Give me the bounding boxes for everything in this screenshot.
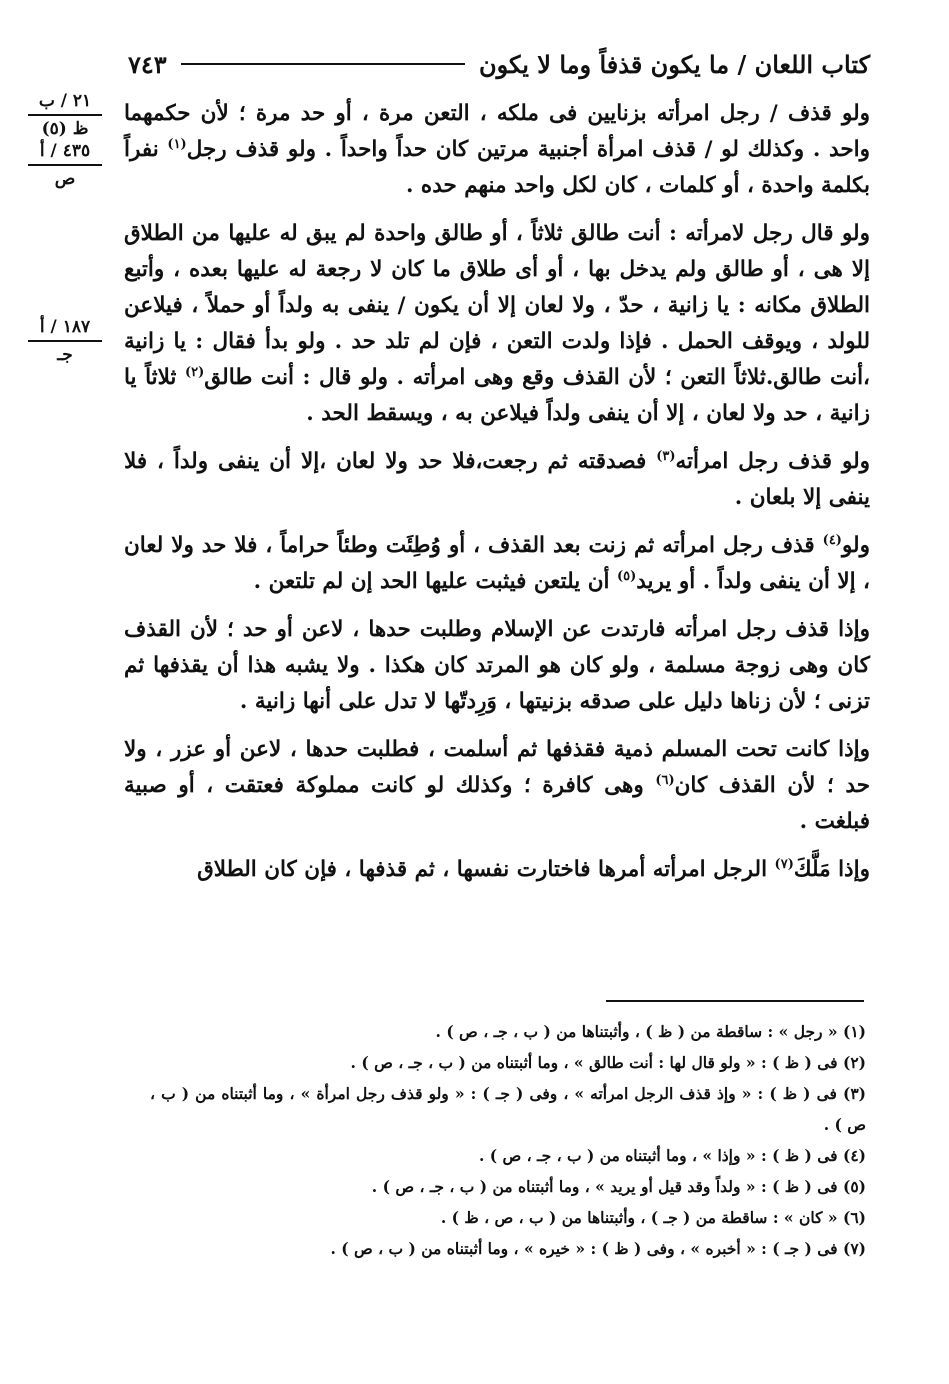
footnote-marker: (٣) bbox=[656, 448, 676, 464]
footnote: (٥) فى ( ظ ) : « ولداً وقد قيل أو يريد » ، وما أثبتناه من ( ب ، جـ ، ص ) . bbox=[371, 1177, 866, 1196]
margin-ref: ٤٣٥ / أ bbox=[39, 141, 91, 161]
footnote-marker: (٥) bbox=[616, 568, 637, 584]
footnote-marker: (٢) bbox=[184, 364, 205, 380]
page-number: ٧٤٣ bbox=[128, 49, 167, 79]
margin-rule bbox=[28, 164, 102, 166]
footnote: (٦) « كان » : ساقطة من ( جـ ) ، وأثبتناها من ( ب ، ص ، ظ ) . bbox=[440, 1208, 866, 1227]
footnote-marker: (٧) bbox=[774, 856, 794, 872]
paragraph: وإذا قذف رجل امرأته فارتدت عن الإسلام وطلبت حدها ، لاعن أو حد ؛ لأن القذف كان وهى زوجة مسلمة ، ولو كان هو المرتد كان هكذا . ولا يشبه هذا أن يقذفها ثم تزنى ؛ لأن زناها دليل على صدقه بزنيتها ، وَرِدتّها لا تدل على أنها زانية . bbox=[124, 617, 870, 714]
paragraph: وإذا كانت تحت المسلم ذمية فقذفها ثم أسلمت ، فطلبت حدها ، لاعن أو عزر ، ولا حد ؛ لأن القذف كان$^{(٦)}$ وهى كافرة ؛ وكذلك لو كانت مملوكة فعتقت ، أو صبية فبلغت . bbox=[124, 737, 870, 834]
header-rule bbox=[181, 63, 465, 65]
paragraph: ولو قذف / رجل امرأته بزنايين فى ملكه ، التعن مرة ، أو حد مرة ؛ لأن حكمهما واحد . وكذلك لو / قذف امرأة أجنبية مرتين كان حداً واحداً . ولو قذف رجل$^{(١)}$ نفراً بكلمة واحدة ، أو كلمات ، كان لكل واحد منهم حده . bbox=[124, 101, 870, 198]
footnote: (٤) فى ( ظ ) : « وإذا » ، وما أثبتناه من ( ب ، جـ ، ص ) . bbox=[479, 1146, 866, 1165]
footnote-marker: (٤) bbox=[822, 532, 842, 548]
margin-ref: ظ (٥) bbox=[41, 119, 89, 139]
margin-ref: ١٨٧ / أ bbox=[39, 317, 91, 337]
running-header bbox=[128, 44, 870, 84]
margin-ref: جـ bbox=[57, 345, 73, 365]
margin-rule bbox=[28, 340, 102, 342]
footnotes bbox=[150, 1016, 866, 1264]
margin-rule bbox=[28, 114, 102, 116]
footnote-marker: (١) bbox=[167, 136, 187, 152]
footnote: (٢) فى ( ظ ) : « ولو قال لها : أنت طالق » ، وما أثبتناه من ( ب ، جـ ، ص ) . bbox=[350, 1053, 866, 1072]
footnote-marker: (٦) bbox=[655, 772, 675, 788]
footnote: (٧) فى ( جـ ) : « أخبره » ، وفى ( ظ ) : « خيره » ، وما أثبتناه من ( ب ، ص ) . bbox=[330, 1239, 866, 1258]
margin-ref: ص bbox=[54, 169, 76, 189]
margin-ref: ٢١ / ب bbox=[38, 91, 92, 111]
paragraph: ولو$^{(٤)}$ قذف رجل امرأته ثم زنت بعد القذف ، أو وُطِئَت وطئاً حراماً ، فلا حد ولا لعان ، إلا أن ينفى ولداً . أو يريد$^{(٥)}$ أن يلتعن فيثبت عليها الحد إن لم تلتعن . bbox=[124, 532, 870, 594]
paragraph: وإذا مَلَّكَ$^{(٧)}$ الرجل امرأته أمرها فاختارت نفسها ، ثم قذفها ، فإن كان الطلاق bbox=[197, 856, 870, 882]
footnote-separator bbox=[606, 1000, 864, 1002]
paragraph: ولو قذف رجل امرأته$^{(٣)}$ فصدقته ثم رجعت،فلا حد ولا لعان ،إلا أن ينفى ولداً ، فلا ينفى إلا بلعان . bbox=[124, 448, 871, 510]
paragraph: ولو قال رجل لامرأته : أنت طالق ثلاثاً ، أو طالق واحدة لم يبق له عليها من الطلاق إلا هى ، أو طالق ولم يدخل بها ، أو أى طلاق ما كان لا رجعة له عليها بعده ، وأتبع الطلاق مكانه : يا زانية ، حدّ ، ولا لعان إلا أن يكون / ينفى به ولداً أو حملاً ، فيلاعن للولد ، ويوقف الحمل . فإذا ولدت التعن ، فإن لم تلد حد . ولو بدأ فقال : يا زانية ،أنت طالق.ثلاثاً التعن ؛ لأن القذف وقع وهى امرأته . ولو قال : أنت طالق$^{(٢)}$ ثلاثاً يا زانية ، حد ولا لعان ، إلا أن ينفى ولداً فيلاعن به ، ويسقط الحد . bbox=[124, 221, 870, 426]
margin-note-manuscript-refs bbox=[22, 90, 108, 190]
chapter-title: كتاب اللعان / ما يكون قذفاً وما لا يكون bbox=[478, 49, 870, 79]
main-text bbox=[124, 96, 870, 900]
footnote: (٣) فى ( ظ ) : « وإذ قذف الرجل امرأته » ، وفى ( جـ ) : « ولو قذف رجل امرأة » ، وما أثبتناه من ( ب ، ص ) . bbox=[150, 1084, 866, 1134]
margin-note-manuscript-refs bbox=[22, 316, 108, 366]
footnote: (١) « رجل » : ساقطة من ( ظ ) ، وأثبتناها من ( ب ، جـ ، ص ) . bbox=[435, 1022, 866, 1041]
